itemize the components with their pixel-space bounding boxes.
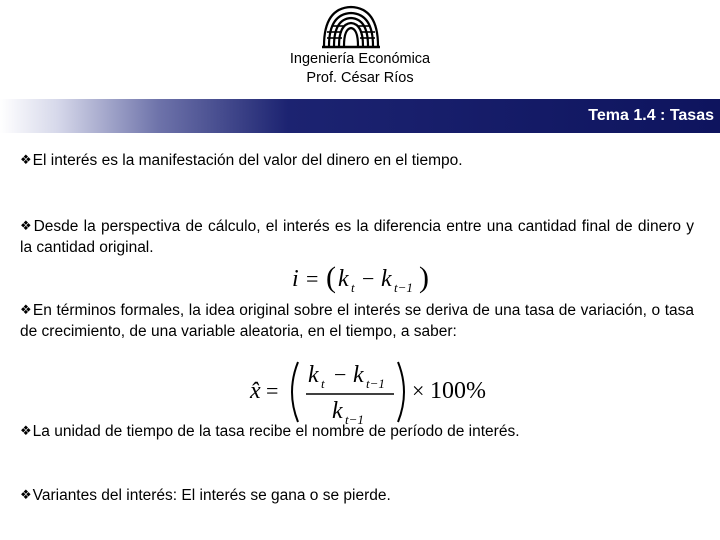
paragraph-3: [20, 300, 694, 342]
diamond-bullet-icon: ❖: [20, 152, 32, 167]
formula1-minus: −: [362, 266, 375, 291]
formula2-percent: 100%: [430, 378, 486, 404]
paragraph-3-text: En términos formales, la idea original sobre el interés se deriva de una tasa de variación, o tasa de crecimiento, de una variable aleatoria, en el tiempo, a saber:: [20, 302, 694, 340]
formula1-lhs: i: [292, 266, 299, 292]
formula2-sub-t1-denominator: t−1: [345, 412, 364, 427]
formula1-close-paren: ): [419, 262, 429, 294]
paragraph-1: [20, 150, 694, 171]
paragraph-5-text: Variantes del interés: El interés se gana o se pierde.: [32, 487, 391, 504]
professor-name: Prof. César Ríos: [306, 70, 414, 86]
course-title: Ingeniería Económica: [289, 51, 431, 67]
formula2-lhs: x̂: [250, 378, 261, 404]
formula1-k2: k: [381, 266, 392, 292]
university-logo-icon: [318, 2, 384, 50]
paragraph-4: [20, 421, 694, 442]
formula1-k1: k: [338, 266, 349, 292]
diamond-bullet-icon: ❖: [20, 423, 32, 438]
topic-banner: [0, 99, 720, 133]
formula2-minus: −: [334, 362, 347, 387]
paragraph-4-text: La unidad de tiempo de la tasa recibe el nombre de período de interés.: [32, 423, 520, 440]
formula2-sub-t1: t−1: [366, 376, 385, 391]
interest-formula: [290, 262, 440, 298]
formula2-k1: k: [308, 362, 319, 388]
paragraph-2-text: Desde la perspectiva de cálculo, el interés es la diferencia entre una cantidad final de dinero y la cantidad original.: [20, 218, 694, 256]
formula2-open-paren: [292, 362, 298, 422]
paragraph-2: [20, 216, 694, 258]
growth-rate-formula: [248, 356, 500, 430]
formula1-open-paren: (: [326, 262, 336, 294]
formula2-times: ×: [412, 378, 425, 403]
formula2-k3: k: [332, 398, 343, 424]
topic-title: Tema 1.4 : Tasas: [588, 107, 714, 124]
diamond-bullet-icon: ❖: [20, 487, 32, 502]
diamond-bullet-icon: ❖: [20, 302, 32, 317]
formula2-close-paren: [398, 362, 404, 422]
course-header: [0, 50, 720, 88]
formula2-eq: =: [266, 378, 279, 403]
formula2-sub-t: t: [321, 376, 325, 391]
formula1-sub-t: t: [351, 280, 355, 295]
formula1-sub-t1: t−1: [394, 280, 413, 295]
formula1-eq: =: [306, 266, 319, 291]
diamond-bullet-icon: ❖: [20, 218, 33, 233]
formula2-k2: k: [353, 362, 364, 388]
paragraph-5: [20, 485, 694, 506]
paragraph-1-text: El interés es la manifestación del valor del dinero en el tiempo.: [32, 152, 463, 169]
